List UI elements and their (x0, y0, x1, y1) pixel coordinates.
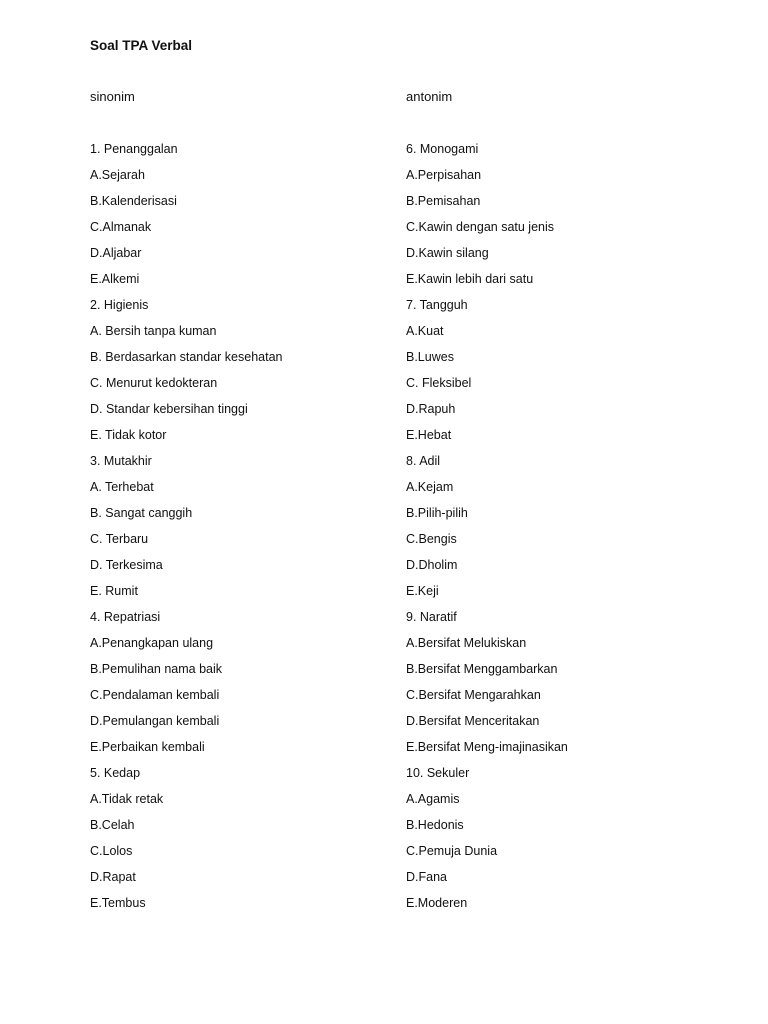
question-text: 4. Repatriasi (90, 610, 161, 624)
antonim-question-list (406, 139, 736, 919)
answer-option: E.Perbaikan kembali (90, 740, 205, 754)
answer-option: A.Penangkapan ulang (90, 636, 214, 650)
question-text: 1. Penanggalan (90, 142, 178, 156)
antonim-heading: antonim (406, 89, 453, 104)
answer-option: E. Tidak kotor (90, 428, 167, 442)
answer-option: D.Pemulangan kembali (90, 714, 220, 728)
question-text: 2. Higienis (90, 298, 149, 312)
answer-option: C.Pemuja Dunia (406, 844, 498, 858)
answer-option: D. Terkesima (90, 558, 163, 572)
answer-option: E.Kawin lebih dari satu (406, 272, 534, 286)
question-text: 10. Sekuler (406, 766, 470, 780)
answer-option: A.Kuat (406, 324, 444, 338)
answer-option: A.Sejarah (90, 168, 145, 182)
answer-option: E.Tembus (90, 896, 146, 910)
answer-option: A.Agamis (406, 792, 460, 806)
answer-option: B.Pilih-pilih (406, 506, 468, 520)
answer-option: C. Fleksibel (406, 376, 472, 390)
question-text: 3. Mutakhir (90, 454, 152, 468)
question-text: 7. Tangguh (406, 298, 468, 312)
answer-option: D.Bersifat Menceritakan (406, 714, 540, 728)
answer-option: B.Pemulihan nama baik (90, 662, 223, 676)
answer-option: C.Bersifat Mengarahkan (406, 688, 541, 702)
question-text: 9. Naratif (406, 610, 457, 624)
answer-option: E.Moderen (406, 896, 468, 910)
sinonim-column (90, 87, 420, 919)
sinonim-heading: sinonim (90, 89, 135, 104)
answer-option: B.Celah (90, 818, 135, 832)
answer-option: C.Almanak (90, 220, 152, 234)
answer-option: D. Standar kebersihan tinggi (90, 402, 248, 416)
answer-option: D.Aljabar (90, 246, 142, 260)
document-title: Soal TPA Verbal (90, 38, 193, 53)
answer-option: C. Menurut kedokteran (90, 376, 218, 390)
antonim-column (406, 87, 736, 919)
answer-option: E.Hebat (406, 428, 452, 442)
answer-option: B. Sangat canggih (90, 506, 193, 520)
answer-option: D.Fana (406, 870, 447, 884)
answer-option: A.Bersifat Melukiskan (406, 636, 527, 650)
answer-option: E. Rumit (90, 584, 138, 598)
answer-option: E.Bersifat Meng-imajinasikan (406, 740, 568, 754)
answer-option: B.Hedonis (406, 818, 464, 832)
answer-option: D.Kawin silang (406, 246, 489, 260)
question-text: 6. Monogami (406, 142, 479, 156)
answer-option: A.Kejam (406, 480, 454, 494)
answer-option: B.Kalenderisasi (90, 194, 177, 208)
answer-option: B. Berdasarkan standar kesehatan (90, 350, 283, 364)
answer-option: C.Pendalaman kembali (90, 688, 220, 702)
answer-option: E.Alkemi (90, 272, 140, 286)
answer-option: C.Kawin dengan satu jenis (406, 220, 555, 234)
answer-option: C.Lolos (90, 844, 133, 858)
sinonim-question-list (90, 139, 420, 919)
answer-option: C.Bengis (406, 532, 457, 546)
answer-option: D.Dholim (406, 558, 458, 572)
answer-option: A.Perpisahan (406, 168, 482, 182)
answer-option: A. Terhebat (90, 480, 154, 494)
question-text: 8. Adil (406, 454, 441, 468)
answer-option: A.Tidak retak (90, 792, 164, 806)
answer-option: C. Terbaru (90, 532, 149, 546)
answer-option: B.Pemisahan (406, 194, 481, 208)
answer-option: B.Luwes (406, 350, 454, 364)
answer-option: D.Rapuh (406, 402, 456, 416)
answer-option: B.Bersifat Menggambarkan (406, 662, 558, 676)
answer-option: E.Keji (406, 584, 439, 598)
answer-option: D.Rapat (90, 870, 136, 884)
answer-option: A. Bersih tanpa kuman (90, 324, 217, 338)
question-text: 5. Kedap (90, 766, 141, 780)
